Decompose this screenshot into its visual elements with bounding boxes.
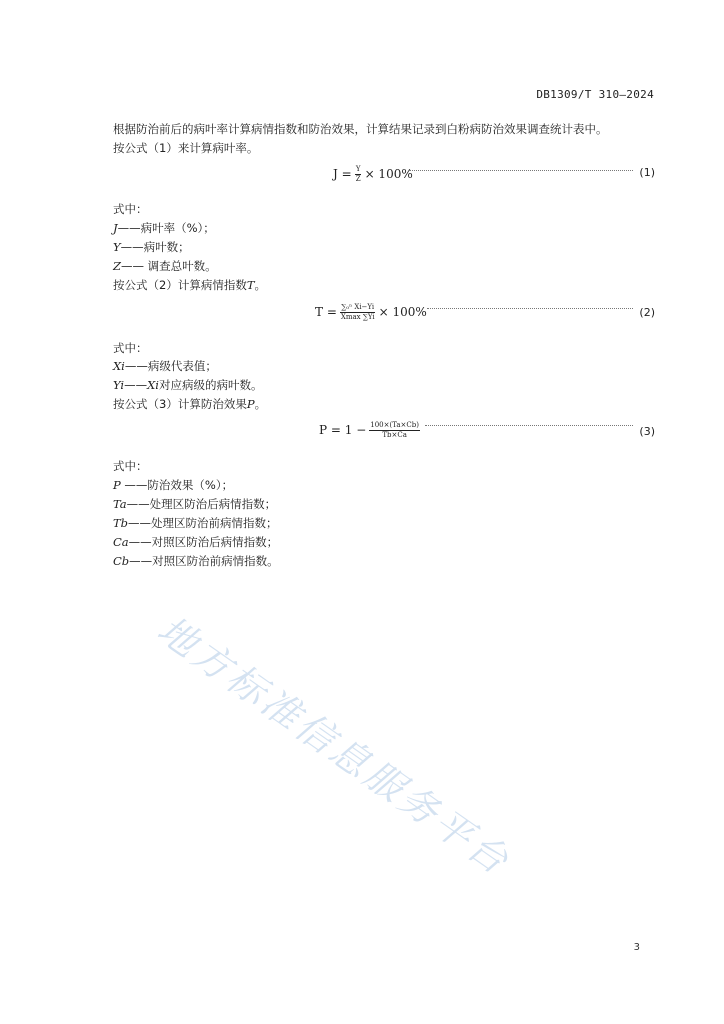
- definition-ca-text: ——对照区防治后病情指数；: [128, 535, 279, 549]
- where-label-3: 式中：: [113, 459, 148, 473]
- page-number: 3: [633, 942, 640, 953]
- equation-2-formula: [315, 298, 427, 326]
- definition-cb: [113, 553, 279, 569]
- formula-3-lead-suffix: 。: [254, 397, 267, 411]
- variable-p-def: P: [113, 478, 121, 492]
- where-label-2: 式中：: [113, 341, 148, 355]
- equation-2-leader-dots: [427, 308, 633, 309]
- formula-2-lead: [113, 277, 266, 293]
- variable-t: T: [246, 278, 255, 292]
- equation-1-denominator: Z: [355, 174, 361, 183]
- equation-3-number: (3): [639, 425, 655, 438]
- equation-1-number: (1): [639, 166, 655, 179]
- intro-paragraph-line-2: 按公式（1）来计算病叶率。: [113, 141, 259, 155]
- definition-z-text: —— 调查总叶数。: [121, 259, 217, 273]
- equation-3-lhs: P = 1 −: [319, 423, 367, 437]
- variable-cb: Cb: [113, 554, 130, 568]
- watermark: 地方标准信息服务平台: [149, 607, 519, 885]
- variable-xi: Xi: [113, 359, 125, 373]
- definition-ta-text: ——处理区防治后病情指数；: [126, 497, 277, 511]
- equation-3-numerator: 100×(Ta×Cb): [370, 420, 419, 429]
- equation-2-numerator: ∑₀ⁿ Xi−Yi: [341, 302, 375, 311]
- equation-1-formula: [333, 160, 413, 188]
- definition-yi-text: 对应病级的病叶数。: [158, 378, 263, 392]
- variable-z: Z: [113, 259, 121, 273]
- equation-1-leader-dots: [409, 170, 633, 171]
- equation-2-lhs: T =: [315, 305, 337, 319]
- equation-1-numerator: Y: [355, 164, 361, 173]
- variable-j: J: [113, 221, 118, 235]
- definition-p-text: ——防治效果（%）；: [120, 478, 234, 492]
- equation-1-rhs: × 100%: [364, 167, 413, 181]
- definition-j: [113, 220, 215, 236]
- formula-3-lead-text: 按公式（3）计算防治效果: [113, 397, 247, 411]
- equation-3-fraction: [369, 421, 420, 440]
- equation-1-fraction: [355, 165, 362, 184]
- equation-1: [113, 160, 655, 188]
- variable-yi: Yi: [113, 378, 125, 392]
- definition-y-text: ——病叶数；: [120, 240, 190, 254]
- equation-2-number: (2): [639, 306, 655, 319]
- definition-yi-dash: ——: [124, 378, 148, 392]
- equation-3: [113, 416, 655, 444]
- variable-ca: Ca: [113, 535, 129, 549]
- variable-ta: Ta: [113, 497, 127, 511]
- equation-3-denominator: Tb×Ca: [382, 430, 407, 439]
- formula-2-lead-text: 按公式（2）计算病情指数: [113, 278, 247, 292]
- definition-tb-text: ——处理区防治前病情指数；: [128, 516, 278, 530]
- definition-j-text: ——病叶率（%）；: [117, 221, 215, 235]
- definition-ta: [113, 496, 276, 512]
- equation-2-rhs: × 100%: [378, 305, 427, 319]
- variable-p: P: [246, 397, 255, 411]
- definition-ca: [113, 534, 278, 550]
- definition-z: [113, 258, 217, 274]
- formula-3-lead: [113, 396, 266, 412]
- intro-paragraph-line-1: 根据防治前后的病叶率计算病情指数和防治效果，计算结果记录到白粉病防治效果调查统计表中。: [113, 122, 608, 136]
- formula-2-lead-suffix: 。: [254, 278, 266, 292]
- document-code: DB1309/T 310—2024: [536, 88, 654, 101]
- where-label-1: 式中：: [113, 202, 148, 216]
- definition-p: [113, 477, 233, 493]
- definition-xi: [113, 358, 217, 374]
- equation-3-leader-dots: [425, 425, 633, 426]
- definition-y: [113, 239, 190, 255]
- definition-yi: [113, 377, 262, 393]
- definition-tb: [113, 515, 278, 531]
- definition-cb-text: ——对照区防治前病情指数。: [129, 554, 279, 568]
- equation-1-lhs: J =: [333, 167, 352, 181]
- variable-y: Y: [113, 240, 121, 254]
- equation-3-formula: [319, 416, 423, 444]
- definition-xi-text: ——病级代表值；: [124, 359, 217, 373]
- variable-xi-ref: Xi: [147, 378, 159, 392]
- variable-tb: Tb: [113, 516, 129, 530]
- equation-2: [113, 298, 655, 326]
- equation-2-denominator: Xmax ∑Yi: [340, 312, 375, 321]
- equation-2-fraction: [340, 303, 376, 322]
